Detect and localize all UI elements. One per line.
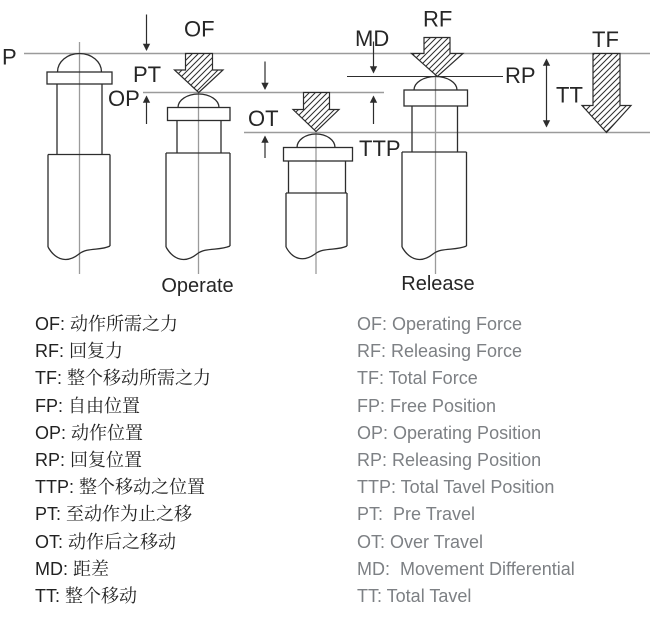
legend-cn-ot: OT: 动作后之移动 <box>35 531 177 552</box>
label-tf: TF <box>592 27 619 52</box>
label-op: OP <box>108 86 140 111</box>
legend-column-chinese <box>35 311 211 610</box>
plunger-releasing-position <box>402 77 468 260</box>
legend-en-md: MD: Movement Differential <box>357 558 575 579</box>
legend-cn-pt: PT: 至动作为止之移 <box>35 504 193 525</box>
legend-cn-op: OP: 动作位置 <box>35 422 144 443</box>
legend-column-english <box>357 311 575 610</box>
caption-operate: Operate <box>161 275 234 297</box>
operating-force-arrow <box>175 54 224 93</box>
legend-cn-rf: RF: 回复力 <box>35 341 123 362</box>
legend-cn-rp: RP: 回复位置 <box>35 449 143 470</box>
label-md: MD <box>355 26 390 51</box>
legend-cn-md: MD: 距差 <box>35 558 109 579</box>
label-ttp: TTP <box>359 136 401 161</box>
legend-cn-tf: TF: 整个移动所需之力 <box>35 368 211 389</box>
legend-en-rf: RF: Releasing Force <box>357 341 523 362</box>
legend-en-pt: PT: Pre Travel <box>357 504 476 525</box>
label-rf: RF <box>423 6 453 32</box>
total-force-arrow <box>582 54 631 133</box>
legend-cn-fp: FP: 自由位置 <box>35 395 141 416</box>
legend-en-ot: OT: Over Travel <box>357 531 484 552</box>
legend-en-op: OP: Operating Position <box>357 422 542 443</box>
legend-cn-ttp: TTP: 整个移动之位置 <box>35 477 205 498</box>
label-pt: PT <box>133 62 162 87</box>
caption-release: Release <box>401 273 475 295</box>
releasing-force-arrow <box>412 38 464 77</box>
legend-en-tt: TT: Total Tavel <box>357 585 472 606</box>
legend-en-tf: TF: Total Force <box>357 368 478 389</box>
label-of: OF <box>184 16 215 42</box>
plunger-total-travel-position <box>284 134 353 259</box>
legend-cn-of: OF: 动作所需之力 <box>35 314 178 334</box>
label-rp: RP <box>505 63 536 88</box>
legend-cn-tt: TT: 整个移动 <box>35 585 137 606</box>
legend-en-ttp: TTP: Total Tavel Position <box>357 477 555 498</box>
legend <box>0 311 650 611</box>
over-travel-force-arrow <box>293 93 339 132</box>
legend-en-rp: RP: Releasing Position <box>357 449 542 470</box>
travel-force-diagram <box>0 0 650 300</box>
legend-en-fp: FP: Free Position <box>357 395 497 416</box>
label-ot: OT <box>248 106 279 131</box>
label-tt: TT <box>556 82 583 108</box>
legend-en-of: OF: Operating Force <box>357 314 523 334</box>
label-free-position-p: P <box>2 44 17 70</box>
